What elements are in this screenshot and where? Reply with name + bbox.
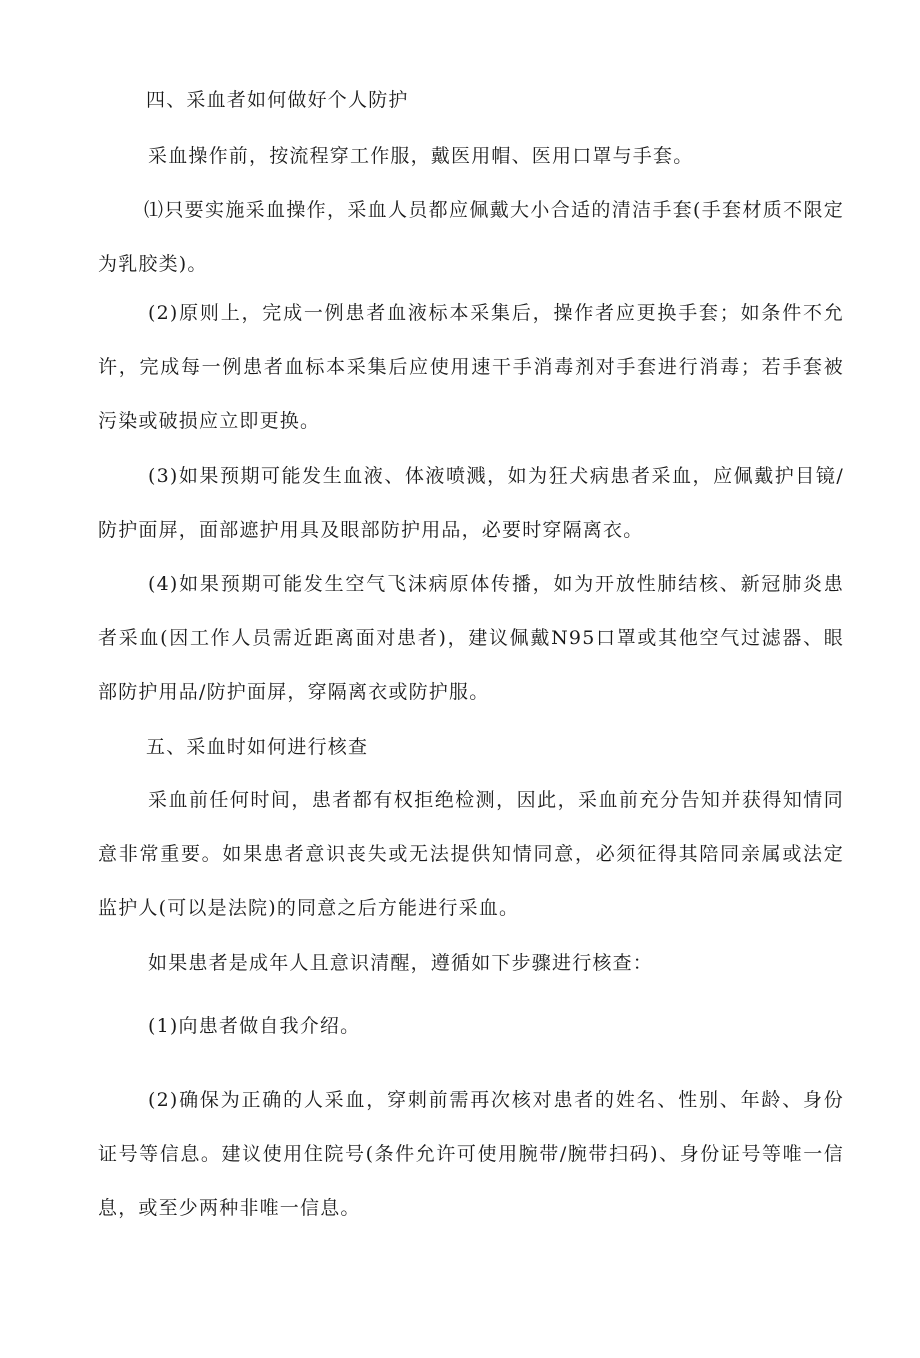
section-4-heading: 四、采血者如何做好个人防护 (146, 89, 409, 111)
section-4-item-2: (2)原则上，完成一例患者血液标本采集后，操作者应更换手套；如条件不允许，完成每一例患者血标本采集后应使用速干手消毒剂对手套进行消毒；若手套被污染或破损应立即更换。 (98, 302, 844, 432)
section-4-item-3: (3)如果预期可能发生血液、体液喷溅，如为狂犬病患者采血，应佩戴护目镜/防护面屏，面部遮护用具及眼部防护用品，必要时穿隔离衣。 (98, 465, 844, 541)
section-4-item-4: (4)如果预期可能发生空气飞沫病原体传播，如为开放性肺结核、新冠肺炎患者采血(因工作人员需近距离面对患者)，建议佩戴N95口罩或其他空气过滤器、眼部防护用品/防护面屏，穿隔离衣或防护服。 (98, 573, 844, 703)
section-5-heading: 五、采血时如何进行核查 (146, 736, 369, 758)
section-4-intro: 采血操作前，按流程穿工作服，戴医用帽、医用口罩与手套。 (148, 145, 694, 167)
section-5-intro: 采血前任何时间，患者都有权拒绝检测，因此，采血前充分告知并获得知情同意非常重要。如果患者意识丧失或无法提供知情同意，必须征得其陪同亲属或法定监护人(可以是法院)的同意之后方能进行采血。 (98, 789, 844, 919)
section-5-item-2: (2)确保为正确的人采血，穿刺前需再次核对患者的姓名、性别、年龄、身份证号等信息。建议使用住院号(条件允许可使用腕带/腕带扫码)、身份证号等唯一信息，或至少两种非唯一信息。 (98, 1089, 844, 1219)
section-5-adult-steps: 如果患者是成年人且意识清醒，遵循如下步骤进行核查： (148, 952, 654, 974)
section-4-item-1: ⑴只要实施采血操作，采血人员都应佩戴大小合适的清洁手套(手套材质不限定为乳胶类)。 (98, 199, 844, 275)
section-5-item-1: (1)向患者做自我介绍。 (148, 1015, 361, 1037)
